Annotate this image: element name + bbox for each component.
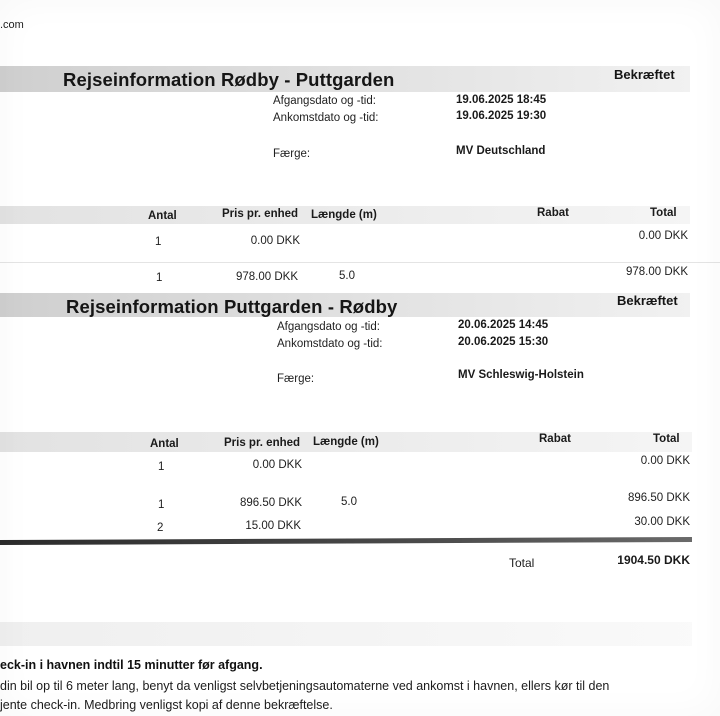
grand-total-label: Total	[509, 556, 535, 570]
notice-heading: eck-in i havnen indtil 15 minutter før afgang.	[0, 658, 263, 672]
col-qty: Antal	[148, 210, 177, 222]
row-total: 0.00 DKK	[638, 230, 688, 242]
row-total: 0.00 DKK	[640, 455, 690, 467]
trip-title: Rejseinformation Puttgarden - Rødby	[66, 296, 398, 317]
row-length: 5.0	[339, 270, 355, 282]
row-qty: 1	[155, 236, 162, 248]
col-total: Total	[650, 207, 677, 219]
row-unit-price: 896.50 DKK	[239, 497, 302, 509]
arrival-value: 19.06.2025 19:30	[456, 110, 547, 122]
row-unit-price: 978.00 DKK	[235, 271, 298, 283]
ferry-value: MV Schleswig-Holstein	[458, 369, 584, 381]
row-total: 978.00 DKK	[625, 266, 688, 278]
departure-value: 19.06.2025 18:45	[456, 94, 547, 106]
notice-line: jente check-in. Medbring venligst kopi af denne bekræftelse.	[0, 698, 333, 712]
col-unit-price: Pris pr. enhed	[224, 437, 301, 449]
col-length: Længde (m)	[313, 436, 379, 448]
row-total: 30.00 DKK	[634, 516, 690, 528]
footer-band	[0, 622, 692, 646]
col-discount: Rabat	[537, 207, 569, 219]
status-badge: Bekræftet	[614, 67, 675, 82]
col-qty: Antal	[150, 438, 179, 450]
notice-line: din bil op til 6 meter lang, benyt da venligst selvbetjeningsautomaterne ved ankomst i havnen, ellers kør til den	[0, 679, 610, 693]
row-length: 5.0	[341, 496, 357, 508]
departure-label: Afgangsdato og -tid:	[273, 95, 376, 107]
arrival-label: Ankomstdato og -tid:	[277, 338, 383, 350]
status-badge: Bekræftet	[617, 293, 678, 308]
col-length: Længde (m)	[311, 209, 377, 221]
row-total: 896.50 DKK	[627, 492, 690, 504]
row-qty: 1	[156, 272, 163, 284]
arrival-label: Ankomstdato og -tid:	[273, 112, 379, 124]
row-qty: 1	[158, 461, 165, 473]
ferry-label: Færge:	[277, 373, 315, 385]
row-qty: 2	[157, 522, 164, 534]
col-total: Total	[653, 433, 680, 445]
row-unit-price: 15.00 DKK	[245, 520, 301, 532]
departure-value: 20.06.2025 14:45	[458, 319, 549, 331]
ferry-value: MV Deutschland	[456, 145, 546, 157]
col-discount: Rabat	[539, 433, 571, 445]
row-qty: 1	[158, 499, 165, 511]
row-unit-price: 0.00 DKK	[250, 235, 300, 247]
arrival-value: 20.06.2025 15:30	[458, 336, 549, 348]
ferry-label: Færge:	[273, 148, 311, 160]
url-fragment: .com	[0, 19, 24, 31]
departure-label: Afgangsdato og -tid:	[277, 321, 380, 333]
col-unit-price: Pris pr. enhed	[222, 208, 299, 220]
grand-total-value: 1904.50 DKK	[617, 553, 690, 567]
trip-title: Rejseinformation Rødby - Puttgarden	[63, 69, 395, 90]
summary-divider	[0, 537, 692, 545]
row-unit-price: 0.00 DKK	[252, 459, 302, 471]
paper-fold	[0, 262, 720, 263]
